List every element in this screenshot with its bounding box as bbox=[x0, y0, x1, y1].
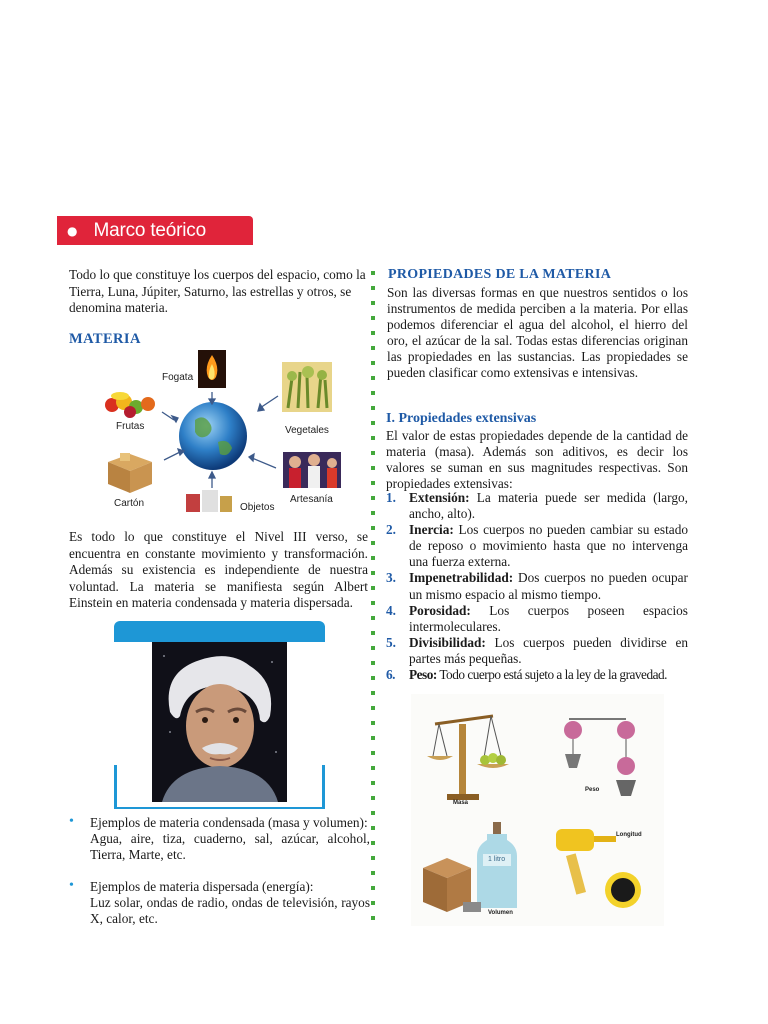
label-volumen: Volumen bbox=[488, 910, 513, 916]
list-number: 3. bbox=[386, 570, 396, 586]
divider-dot bbox=[371, 646, 375, 650]
divider-dot bbox=[371, 391, 375, 395]
divider-dot bbox=[371, 601, 375, 605]
portrait-frame-left bbox=[114, 765, 117, 809]
list-item bbox=[66, 879, 370, 927]
divider-dot bbox=[371, 436, 375, 440]
list-number: 6. bbox=[386, 667, 395, 683]
heading-extensivas: I. Propiedades extensivas bbox=[386, 411, 537, 426]
divider-dot bbox=[371, 496, 375, 500]
divider-dot bbox=[371, 526, 375, 530]
divider-dot bbox=[371, 631, 375, 635]
bullet-icon: • bbox=[69, 878, 74, 893]
divider-dot bbox=[371, 316, 375, 320]
portrait-frame-bottom bbox=[114, 807, 325, 809]
divider-dot bbox=[371, 406, 375, 410]
bullet-icon: • bbox=[69, 814, 74, 829]
divider-dot bbox=[371, 466, 375, 470]
label-objetos: Objetos bbox=[240, 502, 275, 513]
divider-dot bbox=[371, 586, 375, 590]
divider-dot bbox=[371, 871, 375, 875]
divider-dot bbox=[371, 481, 375, 485]
divider-dot bbox=[371, 661, 375, 665]
list-text: La materia puede ser medida (largo, ancho, alto). bbox=[409, 490, 688, 522]
divider-dot bbox=[371, 556, 375, 560]
divider-dot bbox=[371, 736, 375, 740]
bullet-icon: ● bbox=[67, 223, 78, 238]
tape-measure-icon bbox=[556, 829, 641, 908]
list-item bbox=[386, 635, 688, 667]
cube-icon bbox=[423, 858, 481, 912]
list-text: Todo cuerpo está sujeto a la ley de la gravedad. bbox=[436, 667, 667, 683]
divider-dot bbox=[371, 766, 375, 770]
divider-dot bbox=[371, 616, 375, 620]
divider-dot bbox=[371, 676, 375, 680]
divider-dot bbox=[371, 331, 375, 335]
earth-icon bbox=[179, 402, 247, 470]
divider-dot bbox=[371, 751, 375, 755]
section-title: Marco teórico bbox=[93, 219, 206, 241]
portrait-frame-right bbox=[322, 765, 325, 809]
label-peso: Peso bbox=[585, 787, 600, 793]
divider-dot bbox=[371, 856, 375, 860]
bullet-lead: Ejemplos de materia condensada (masa y volumen): bbox=[90, 815, 368, 830]
list-item bbox=[386, 603, 688, 635]
bullet-body: Agua, aire, tiza, cuaderno, sal, azúcar, alcohol, Tierra, Marte, etc. bbox=[90, 831, 370, 862]
divider-dot bbox=[371, 541, 375, 545]
list-term: Divisibilidad: bbox=[409, 634, 486, 650]
heading-propiedades: PROPIEDADES DE LA MATERIA bbox=[388, 267, 612, 282]
bullet-lead: Ejemplos de materia dispersada (energía): bbox=[90, 879, 314, 894]
divider-dot bbox=[371, 841, 375, 845]
divider-dot bbox=[371, 901, 375, 905]
list-item bbox=[386, 490, 688, 522]
objects-image bbox=[186, 494, 200, 512]
divider-dot bbox=[371, 886, 375, 890]
divider-dot bbox=[371, 916, 375, 920]
divider-dot bbox=[371, 361, 375, 365]
divider-dot bbox=[371, 796, 375, 800]
list-term: Inercia: bbox=[409, 522, 454, 538]
balance-scale-icon bbox=[427, 716, 509, 800]
pulley-weights-icon bbox=[564, 719, 636, 796]
list-text: Dos cuerpos no pueden ocupar un mismo espacio al mismo tiempo. bbox=[409, 570, 688, 602]
propiedades-paragraph: Son las diversas formas en que nuestros sentidos o los instrumentos de medida perciben a la materia. Por ellas podemos diferenciar el agua del alcohol, el hierro del oro, el azúcar de la sal. Todas estas diferencias originan las propiedades en las sustancias. Las propiedades se pueden clasificar como extensivas e intensivas. bbox=[387, 285, 688, 381]
list-text: Los cuerpos pueden dividirse en partes más pequeñas. bbox=[409, 634, 688, 666]
divider-dot bbox=[371, 811, 375, 815]
divider-dot bbox=[371, 346, 375, 350]
extensivas-paragraph: El valor de estas propiedades depende de la cantidad de materia (masa). Además son aditivos, es decir los valores se suman en sus magnitudes respectivas. Son propiedades extensivas: bbox=[386, 428, 688, 492]
divider-dot bbox=[371, 301, 375, 305]
list-term: Extensión: bbox=[409, 490, 470, 505]
list-item bbox=[66, 815, 370, 863]
divider-dot bbox=[371, 271, 375, 275]
list-term: Impenetrabilidad: bbox=[409, 570, 514, 586]
matter-cycle-diagram bbox=[100, 350, 360, 515]
portrait-frame-header bbox=[114, 621, 325, 642]
einstein-portrait-image bbox=[152, 642, 287, 802]
list-term: Porosidad: bbox=[409, 602, 471, 618]
divider-dot bbox=[371, 721, 375, 725]
label-vegetales: Vegetales bbox=[285, 425, 329, 436]
list-term: Peso: bbox=[409, 667, 437, 683]
label-litro: 1 litro bbox=[488, 856, 506, 863]
label-frutas: Frutas bbox=[116, 421, 145, 432]
column-divider bbox=[371, 271, 377, 931]
list-number: 5. bbox=[386, 634, 396, 650]
heading-materia: MATERIA bbox=[69, 331, 141, 347]
list-item bbox=[386, 522, 688, 570]
list-item bbox=[386, 667, 688, 683]
divider-dot bbox=[371, 451, 375, 455]
section-banner bbox=[57, 216, 253, 245]
list-text: Los cuerpos poseen espacios intermoleculares. bbox=[409, 602, 688, 634]
examples-list bbox=[66, 815, 370, 943]
list-item bbox=[386, 570, 688, 602]
divider-dot bbox=[371, 706, 375, 710]
measurement-instruments-illustration bbox=[411, 694, 664, 926]
divider-dot bbox=[371, 781, 375, 785]
divider-dot bbox=[371, 511, 375, 515]
label-carton: Cartón bbox=[114, 498, 145, 509]
list-number: 2. bbox=[386, 522, 396, 538]
divider-dot bbox=[371, 376, 375, 380]
intro-paragraph: Todo lo que constituye los cuerpos del espacio, como la Tierra, Luna, Júpiter, Saturno, las estrellas y otros, se denomina materia. bbox=[69, 267, 366, 315]
extensive-properties-list bbox=[386, 490, 688, 683]
list-number: 4. bbox=[386, 602, 396, 618]
divider-dot bbox=[371, 286, 375, 290]
divider-dot bbox=[371, 826, 375, 830]
materia-paragraph: Es todo lo que constituye el Nivel III verso, se encuentra en constante movimiento y transformación. Además su existencia es independiente de nuestra voluntad. La materia se manifiesta según Albert Einstein en materia condensada y materia dispersada. bbox=[69, 529, 368, 610]
label-masa: Masa bbox=[453, 800, 469, 806]
label-fogata: Fogata bbox=[162, 372, 194, 383]
bottle-icon bbox=[477, 822, 517, 908]
bullet-body: Luz solar, ondas de radio, ondas de televisión, rayos X, calor, etc. bbox=[90, 895, 370, 926]
list-text: Los cuerpos no pueden cambiar su estado de reposo o movimiento hasta que no intervenga una fuerza externa. bbox=[409, 522, 688, 570]
list-number: 1. bbox=[386, 490, 396, 505]
divider-dot bbox=[371, 421, 375, 425]
label-longitud: Longitud bbox=[616, 832, 642, 838]
divider-dot bbox=[371, 691, 375, 695]
divider-dot bbox=[371, 571, 375, 575]
label-artesania: Artesanía bbox=[290, 494, 333, 505]
